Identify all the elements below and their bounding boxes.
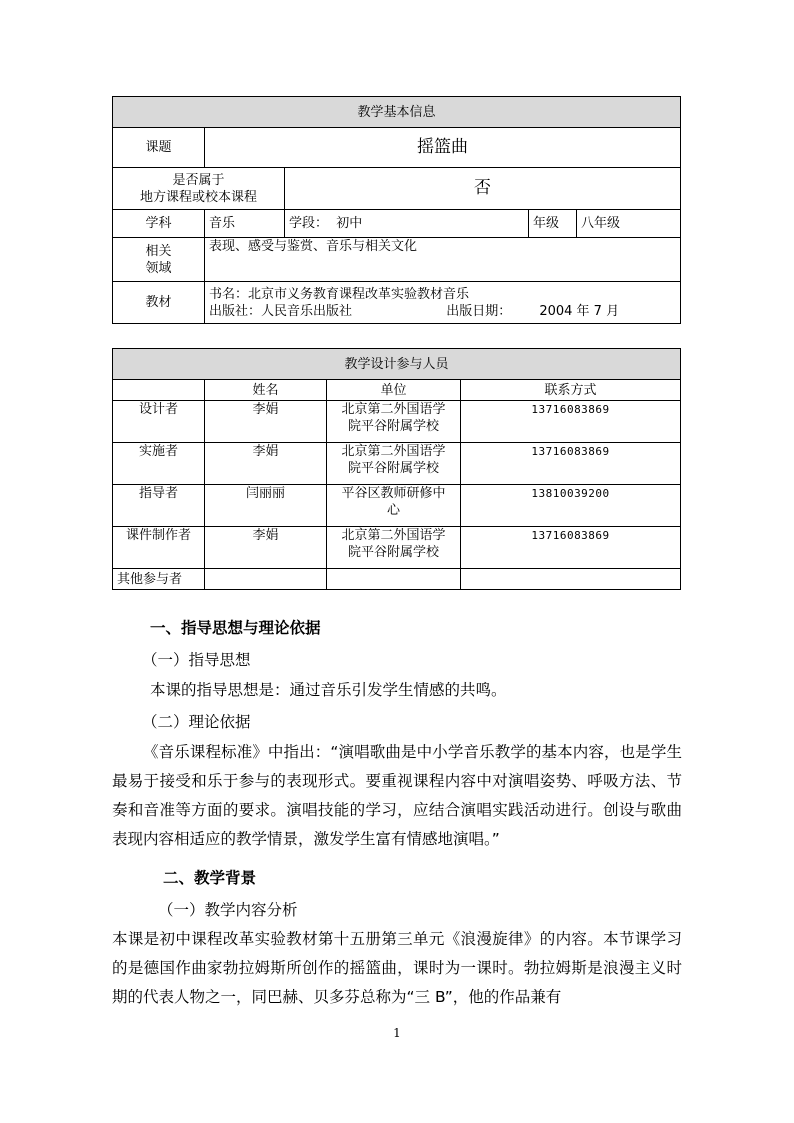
- unit-line2: 院平谷附属学校: [347, 419, 439, 434]
- table-row: [113, 485, 681, 527]
- empty-cell: [327, 569, 461, 590]
- basic-info-header: 教学基本信息: [113, 97, 681, 128]
- section1-sub2: （二）理论依据: [142, 713, 251, 731]
- unit-line1: 平谷区教师研修中: [341, 486, 446, 501]
- contact-cell: 13716083869: [461, 527, 681, 569]
- section1-sub1: （一）指导思想: [142, 651, 251, 669]
- stage-cell: [285, 210, 529, 238]
- other-participants-label: 其他参与者: [113, 569, 205, 590]
- topic-value: 摇篮曲: [205, 128, 681, 168]
- field-value: 表现、感受与鉴赏、音乐与相关文化: [205, 238, 681, 282]
- field-label-line1: 相关: [145, 243, 172, 259]
- section1-sub2-text: 《音乐课程标准》中指出：“演唱歌曲是中小学音乐教学的基本内容，也是学生最易于接受和乐于参与的表现形式。要重视课程内容中对演唱姿势、呼吸方法、节奏和音准等方面的要求。演唱技能的学习，应结合演唱实践活动进行。创设与歌曲表现内容相适应的教学情景，激发学生富有情感地演唱。”: [112, 743, 682, 848]
- unit-line1: 北京第二外国语学: [341, 528, 446, 543]
- unit-line2: 院平谷附属学校: [347, 461, 439, 476]
- unit-cell: [327, 401, 461, 443]
- textbook-label: 教材: [113, 282, 205, 324]
- empty-cell: [205, 569, 327, 590]
- section1-sub1-text: 本课的指导思想是：通过音乐引发学生情感的共鸣。: [150, 681, 507, 699]
- table-row: [113, 569, 681, 590]
- publisher: 出版社：人民音乐出版社: [209, 303, 353, 319]
- unit-line2: 心: [386, 503, 400, 518]
- unit-cell: [327, 485, 461, 527]
- contact-cell: 13810039200: [461, 485, 681, 527]
- section2-sub1: （一）教学内容分析: [158, 901, 298, 919]
- section2-sub1-text: 本课是初中课程改革实验教材第十五册第三单元《浪漫旋律》的内容。本节课学习的是德国作曲家勃拉姆斯所创作的摇篮曲，课时为一课时。勃拉姆斯是浪漫主义时期的代表人物之一，同巴赫、贝多芬总称为“三 B”，他的作品兼有: [112, 930, 682, 1006]
- stage-label: 学段：: [289, 216, 329, 231]
- publisher-line: [209, 303, 676, 320]
- name-cell: 李娟: [205, 401, 327, 443]
- role-cell: 课件制作者: [113, 527, 205, 569]
- unit-cell: [327, 527, 461, 569]
- pub-date-value: 2004 年 7 月: [539, 303, 620, 319]
- table-row: [113, 443, 681, 485]
- book-name: 书名：北京市义务教育课程改革实验教材音乐: [209, 286, 470, 302]
- name-cell: 李娟: [205, 443, 327, 485]
- table-row: [113, 401, 681, 443]
- field-label-line2: 领域: [145, 260, 172, 276]
- topic-label: 课题: [113, 128, 205, 168]
- section2-title: 二、教学背景: [163, 869, 257, 887]
- unit-line1: 北京第二外国语学: [341, 444, 446, 459]
- local-course-label-line2: 地方课程或校本课程: [139, 189, 257, 205]
- section1-title: 一、指导思想与理论依据: [150, 619, 321, 637]
- participants-table: [112, 348, 681, 590]
- local-course-label: [113, 168, 285, 210]
- unit-line1: 北京第二外国语学: [341, 402, 446, 417]
- grade-value: 八年级: [577, 210, 681, 238]
- role-cell: 设计者: [113, 401, 205, 443]
- stage-value: 初中: [336, 216, 363, 231]
- subject-value: 音乐: [205, 210, 285, 238]
- unit-cell: [327, 443, 461, 485]
- column-header-name: 姓名: [205, 380, 327, 401]
- contact-cell: 13716083869: [461, 443, 681, 485]
- role-cell: 指导者: [113, 485, 205, 527]
- column-header: [113, 380, 205, 401]
- name-cell: 李娟: [205, 527, 327, 569]
- pub-date-label: 出版日期：: [446, 303, 512, 319]
- grade-label: 年级: [529, 210, 577, 238]
- column-header-unit: 单位: [327, 380, 461, 401]
- name-cell: 闫丽丽: [205, 485, 327, 527]
- unit-line2: 院平谷附属学校: [347, 545, 439, 560]
- page-number: 1: [393, 1026, 401, 1040]
- textbook-info: [205, 282, 681, 324]
- basic-info-table: [112, 96, 681, 324]
- field-label: [113, 238, 205, 282]
- local-course-value: 否: [285, 168, 681, 210]
- local-course-label-line1: 是否属于: [172, 172, 225, 188]
- table-row: [113, 527, 681, 569]
- role-cell: 实施者: [113, 443, 205, 485]
- empty-cell: [461, 569, 681, 590]
- contact-cell: 13716083869: [461, 401, 681, 443]
- participants-header: 教学设计参与人员: [113, 349, 681, 380]
- column-header-contact: 联系方式: [461, 380, 681, 401]
- subject-label: 学科: [113, 210, 205, 238]
